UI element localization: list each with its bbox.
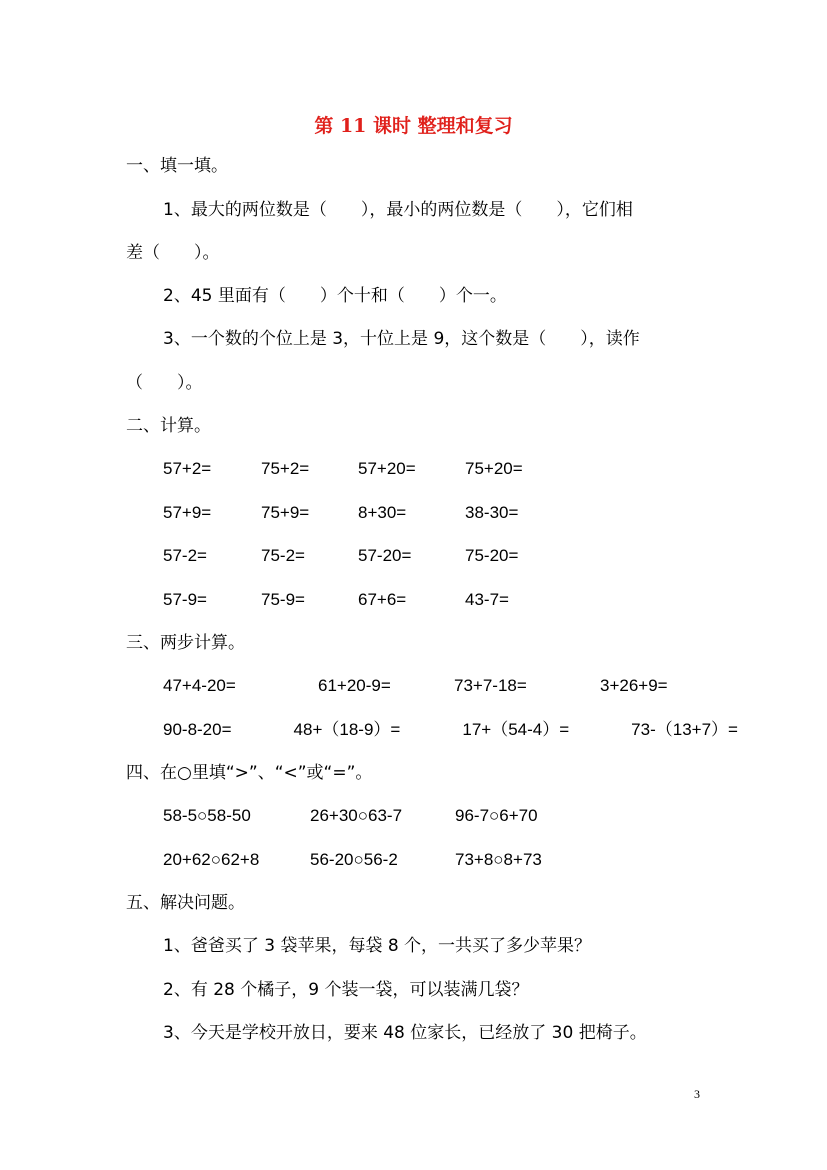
s5-problem-2: 2、有 28 个橘子，9 个装一袋，可以装满几袋？ [163, 980, 529, 1000]
compare-expression: 58-5○58-50 [163, 806, 251, 825]
two-step-expression: 3+26+9= [600, 676, 668, 695]
calc-expression: 57-2= [163, 546, 207, 565]
section-2-heading: 二、计算。 [126, 416, 211, 436]
calc-expression: 38-30= [465, 503, 519, 522]
compare-expression: 20+62○62+8 [163, 850, 260, 869]
section-3-heading: 三、两步计算。 [126, 633, 245, 653]
page-number: 3 [694, 1087, 700, 1101]
s1-question-3-line-1: 3、一个数的个位上是 3，十位上是 9，这个数是（ ），读作 [163, 329, 640, 349]
calc-expression: 57+20= [358, 459, 416, 478]
calc-expression: 8+30= [358, 503, 407, 522]
calc-expression: 75-2= [261, 546, 305, 565]
calc-expression: 75-20= [465, 546, 519, 565]
two-step-expression: 17+（54-4）= [462, 720, 570, 739]
calc-expression: 75+2= [261, 459, 310, 478]
calc-expression: 67+6= [358, 590, 407, 609]
calc-expression: 57-20= [358, 546, 412, 565]
section-1-heading: 一、填一填。 [126, 156, 228, 176]
compare-expression: 96-7○6+70 [455, 806, 538, 825]
two-step-row [163, 718, 738, 742]
calc-expression: 57-9= [163, 590, 207, 609]
s1-question-2: 2、45 里面有（ ）个十和（ ）个一。 [163, 286, 507, 306]
s1-question-1-line-2: 差（ ）。 [126, 243, 220, 263]
section-4-heading: 四、在○里填“>”、“<”或“=”。 [126, 763, 373, 783]
section-5-heading: 五、解决问题。 [126, 893, 245, 913]
calc-expression: 57+9= [163, 503, 212, 522]
two-step-expression: 47+4-20= [163, 676, 236, 695]
two-step-expression: 48+（18-9）= [293, 720, 401, 739]
page-title: 第 11 课时 整理和复习 [314, 115, 513, 137]
two-step-expression: 73+7-18= [454, 676, 527, 695]
s1-question-3-line-2: （ ）。 [126, 373, 203, 393]
s5-problem-1: 1、爸爸买了 3 袋苹果，每袋 8 个，一共买了多少苹果？ [163, 936, 592, 956]
two-step-expression: 61+20-9= [318, 676, 391, 695]
compare-expression: 73+8○8+73 [455, 850, 542, 869]
calc-expression: 75-9= [261, 590, 305, 609]
calc-expression: 75+9= [261, 503, 310, 522]
calc-expression: 75+20= [465, 459, 523, 478]
calc-expression: 57+2= [163, 459, 212, 478]
calc-expression: 43-7= [465, 590, 509, 609]
compare-expression: 26+30○63-7 [310, 806, 403, 825]
two-step-expression: 73-（13+7）= [631, 720, 738, 739]
s1-question-1-line-1: 1、最大的两位数是（ ），最小的两位数是（ ），它们相 [163, 200, 633, 220]
two-step-expression: 90-8-20= [163, 720, 232, 739]
s5-problem-3: 3、今天是学校开放日，要来 48 位家长，已经放了 30 把椅子。 [163, 1023, 647, 1043]
compare-expression: 56-20○56-2 [310, 850, 398, 869]
